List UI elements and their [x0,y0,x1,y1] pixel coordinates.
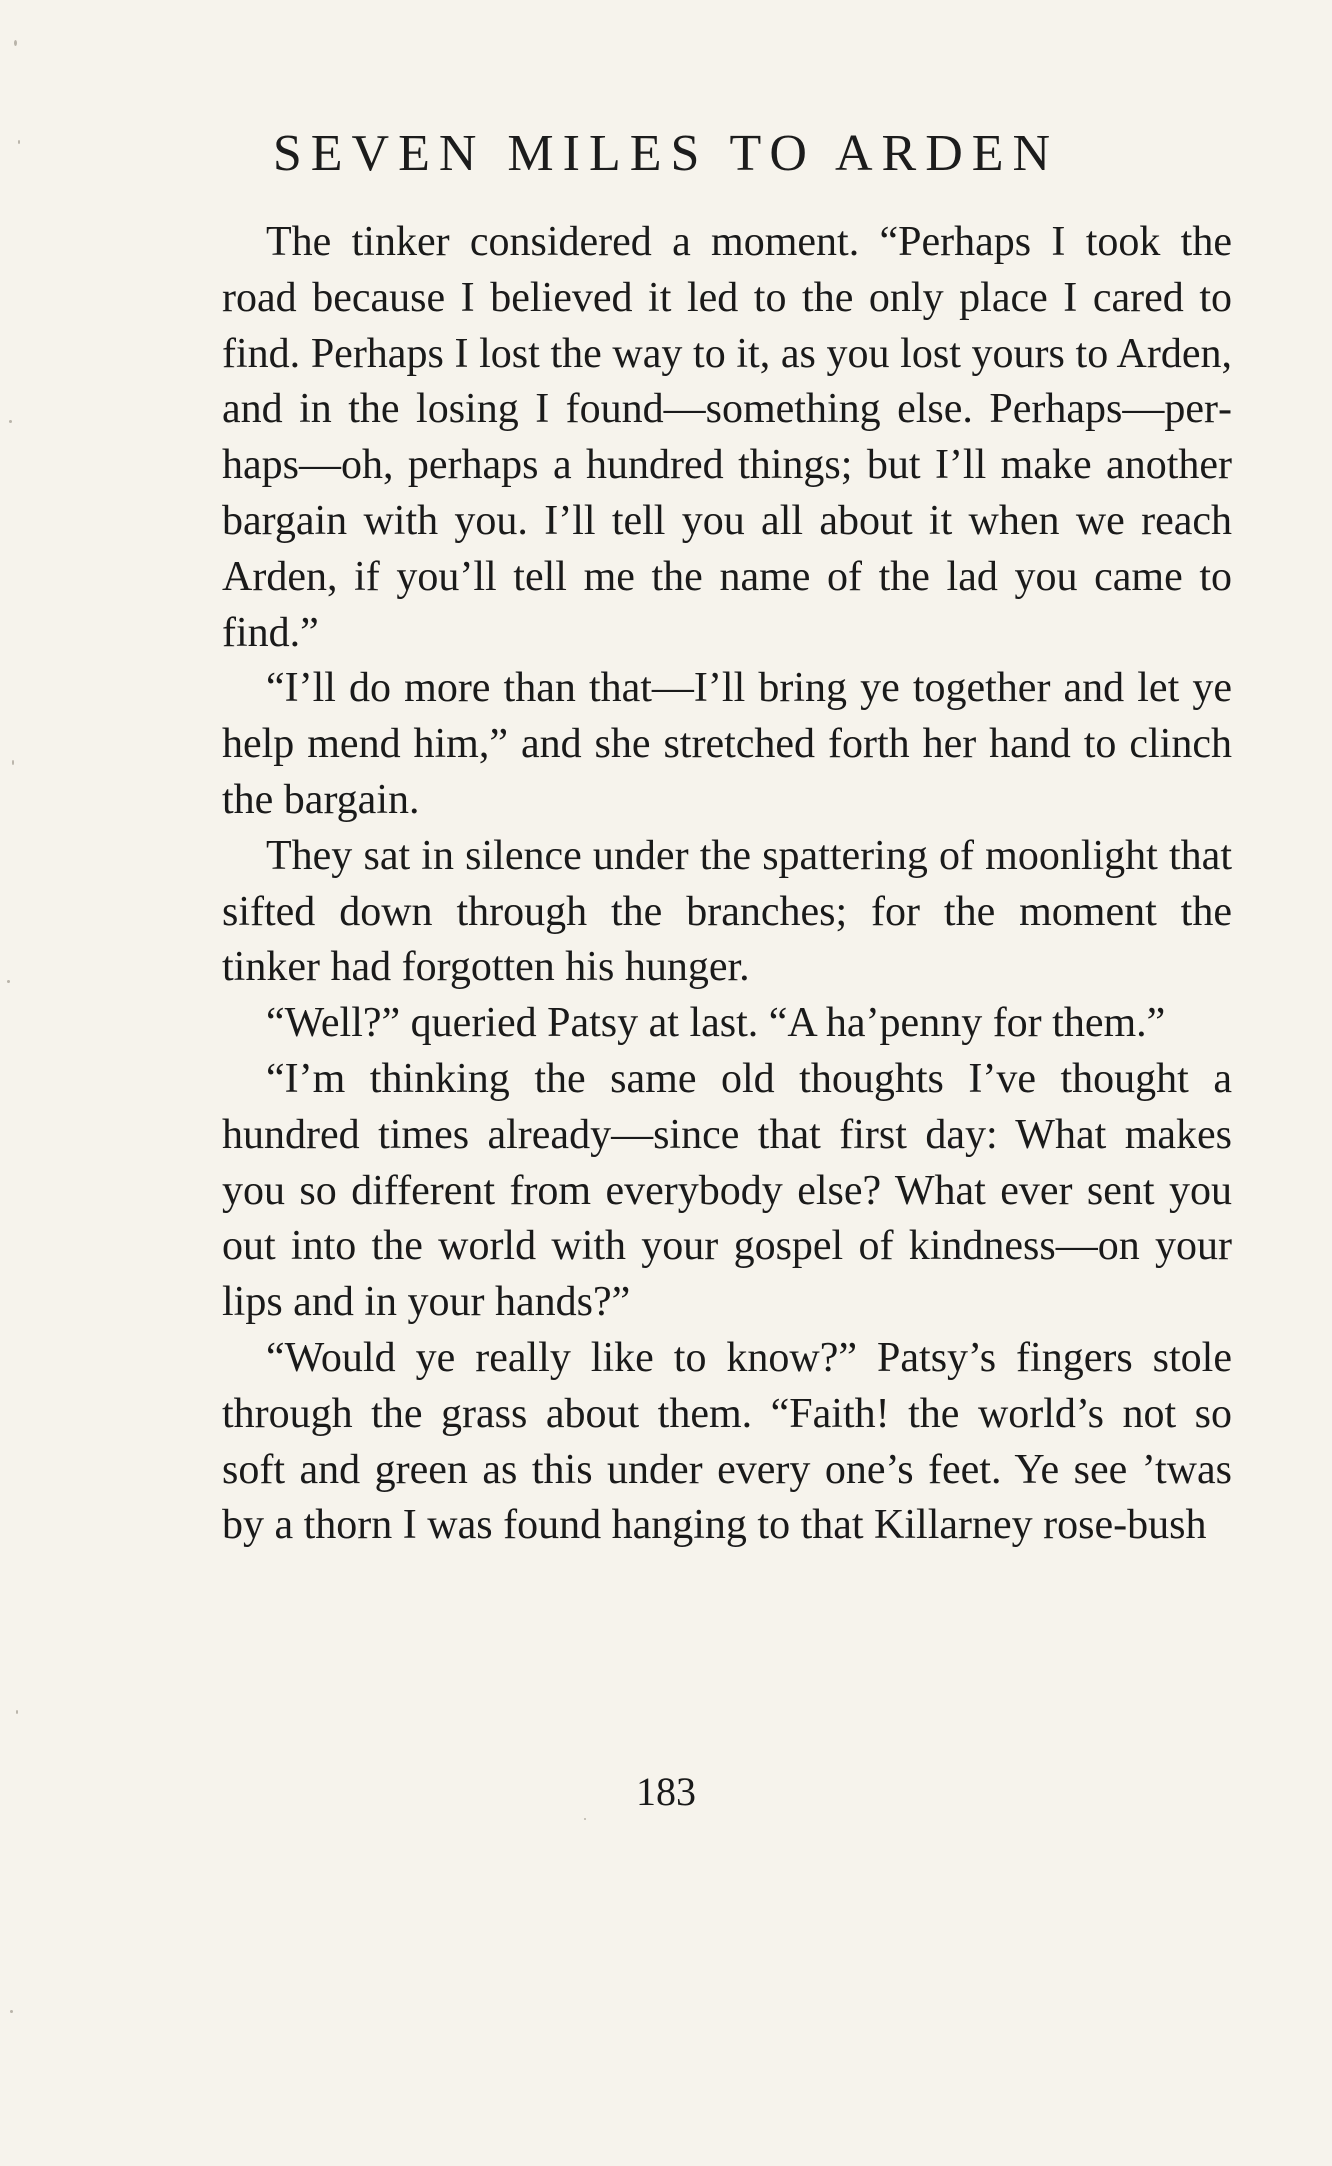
paper-speck [18,140,20,144]
paragraph: The tinker considered a moment. “Perhaps I took the road because I believed it led to the only place I cared to find. Perhaps I lost the way to it, as you lost yours to Arden, and in the losing I found—something else. Perhaps—perhaps—oh, perhaps a hundred things; but I’ll make another bargain with you. I’ll tell you all about it when we reach Arden, if you’ll tell me the name of the lad you came to find.” [222,219,1232,656]
paragraph: “Would ye really like to know?” Patsy’s fingers stole through the grass about them. “Faith! the world’s not so soft and green as this under every one’s feet. Ye see ’twas by a thorn I was found hanging to that Killarney rose-bush [222,1334,1232,1549]
paper-speck [584,1818,586,1820]
paper-speck [9,420,12,423]
paper-speck [7,980,10,983]
paragraph: “I’ll do more than that—I’ll bring ye together and let ye help mend him,” and she stretched forth her hand to clinch the bargain. [222,665,1232,823]
paragraph: “I’m thinking the same old thoughts I’ve thought a hundred times already—since that first day: What makes you so different from everybody else? What ever sent you out into the world with your gospel of kindness—on your lips and in your hands?” [222,1055,1232,1326]
paper-speck [16,1710,18,1714]
paper-speck [14,40,17,46]
paper-speck [10,2010,13,2013]
page-number: 183 [636,1769,696,1814]
paragraph: “Well?” queried Patsy at last. “A ha’penny for them.” [266,1000,1166,1047]
running-head: SEVEN MILES TO ARDEN [272,125,1060,182]
paper-speck [12,760,14,765]
body-text [222,215,1232,1554]
paragraph: They sat in silence under the spattering of moonlight that sifted down through the branches; for the moment the tinker had forgotten his hunger. [222,832,1232,991]
